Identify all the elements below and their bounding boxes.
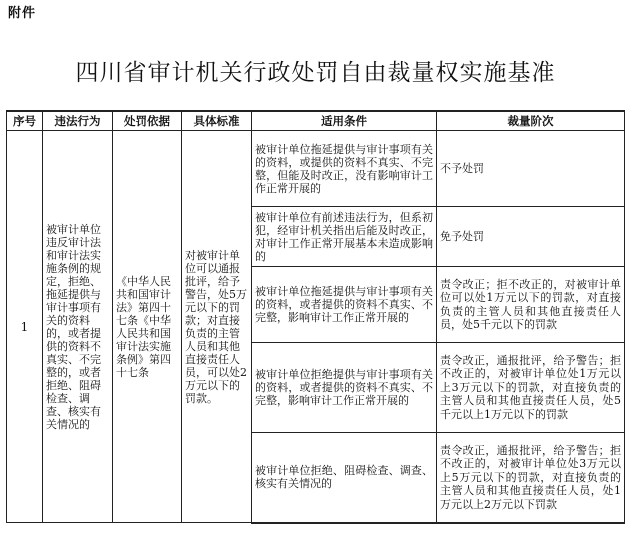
- penalty-cell: 责令改正，通报批评，给予警告；拒不改正的，对被审计单位处1万元以上3万元以下的罚款，对直接负责的主管人员和其他直接责任人员，处5千元以上1万元以下的罚款: [437, 343, 625, 433]
- document-title: 四川省审计机关行政处罚自由裁量权实施基准: [75, 60, 556, 86]
- discretion-table: [6, 110, 625, 524]
- violation-cell: 被审计单位违反审计法和审计法实施条例的规定，拒绝、拖延提供与审计事项有关的资料的，或者提供的资料不真实、不完整的，或者拒绝、阻碍检查、调查、核实有关情况的: [43, 131, 113, 523]
- condition-cell: 被审计单位拖延提供与审计事项有关的资料，或提供的资料不真实、不完整，但能及时改正，没有影响审计工作正常开展的: [252, 131, 437, 207]
- penalty-cell: 责令改正，通报批评，给予警告；拒不改正的，对被审计单位处3万元以上5万元以下的罚款，对直接负责的主管人员和其他直接责任人员，处1万元以上2万元以下罚款: [437, 433, 625, 523]
- column-header-conditions: 适用条件: [252, 111, 437, 131]
- column-header-violation: 违法行为: [43, 111, 113, 131]
- column-header-standard: 具体标准: [182, 111, 252, 131]
- penalty-cell: 不予处罚: [437, 131, 625, 207]
- row-seq: 1: [7, 131, 43, 523]
- condition-cell: 被审计单位拖延提供与审计事项有关的资料，或者提供的资料不真实、不完整，影响审计工作正常开展的: [252, 267, 437, 343]
- standard-cell: 对被审计单位可以通报批评，给予警告，处5万元以下的罚款；对直接负责的主管人员和其他直接责任人员，可以处2万元以下的罚款。: [182, 131, 252, 523]
- attachment-label: 附件: [8, 6, 37, 21]
- column-header-basis: 处罚依据: [113, 111, 182, 131]
- basis-cell: 《中华人民共和国审计法》第四十七条《中华人民共和国审计法实施条例》第四十七条: [113, 131, 182, 523]
- table-row: [7, 131, 625, 207]
- column-header-penalty: 裁量阶次: [437, 111, 625, 131]
- condition-cell: 被审计单位拒绝提供与审计事项有关的资料，或者提供的资料不真实、不完整，影响审计工作正常开展的: [252, 343, 437, 433]
- penalty-cell: 免予处罚: [437, 207, 625, 267]
- table-header-row: [7, 111, 625, 131]
- penalty-cell: 责令改正；拒不改正的，对被审计单位可以处1万元以下的罚款，对直接负责的主管人员和其他直接责任人员，处5千元以下的罚款: [437, 267, 625, 343]
- column-header-seq: 序号: [7, 111, 43, 131]
- condition-cell: 被审计单位有前述违法行为，但系初犯，经审计机关指出后能及时改正，对审计工作正常开展基本未造成影响的: [252, 207, 437, 267]
- condition-cell: 被审计单位拒绝、阻碍检查、调查、核实有关情况的: [252, 433, 437, 523]
